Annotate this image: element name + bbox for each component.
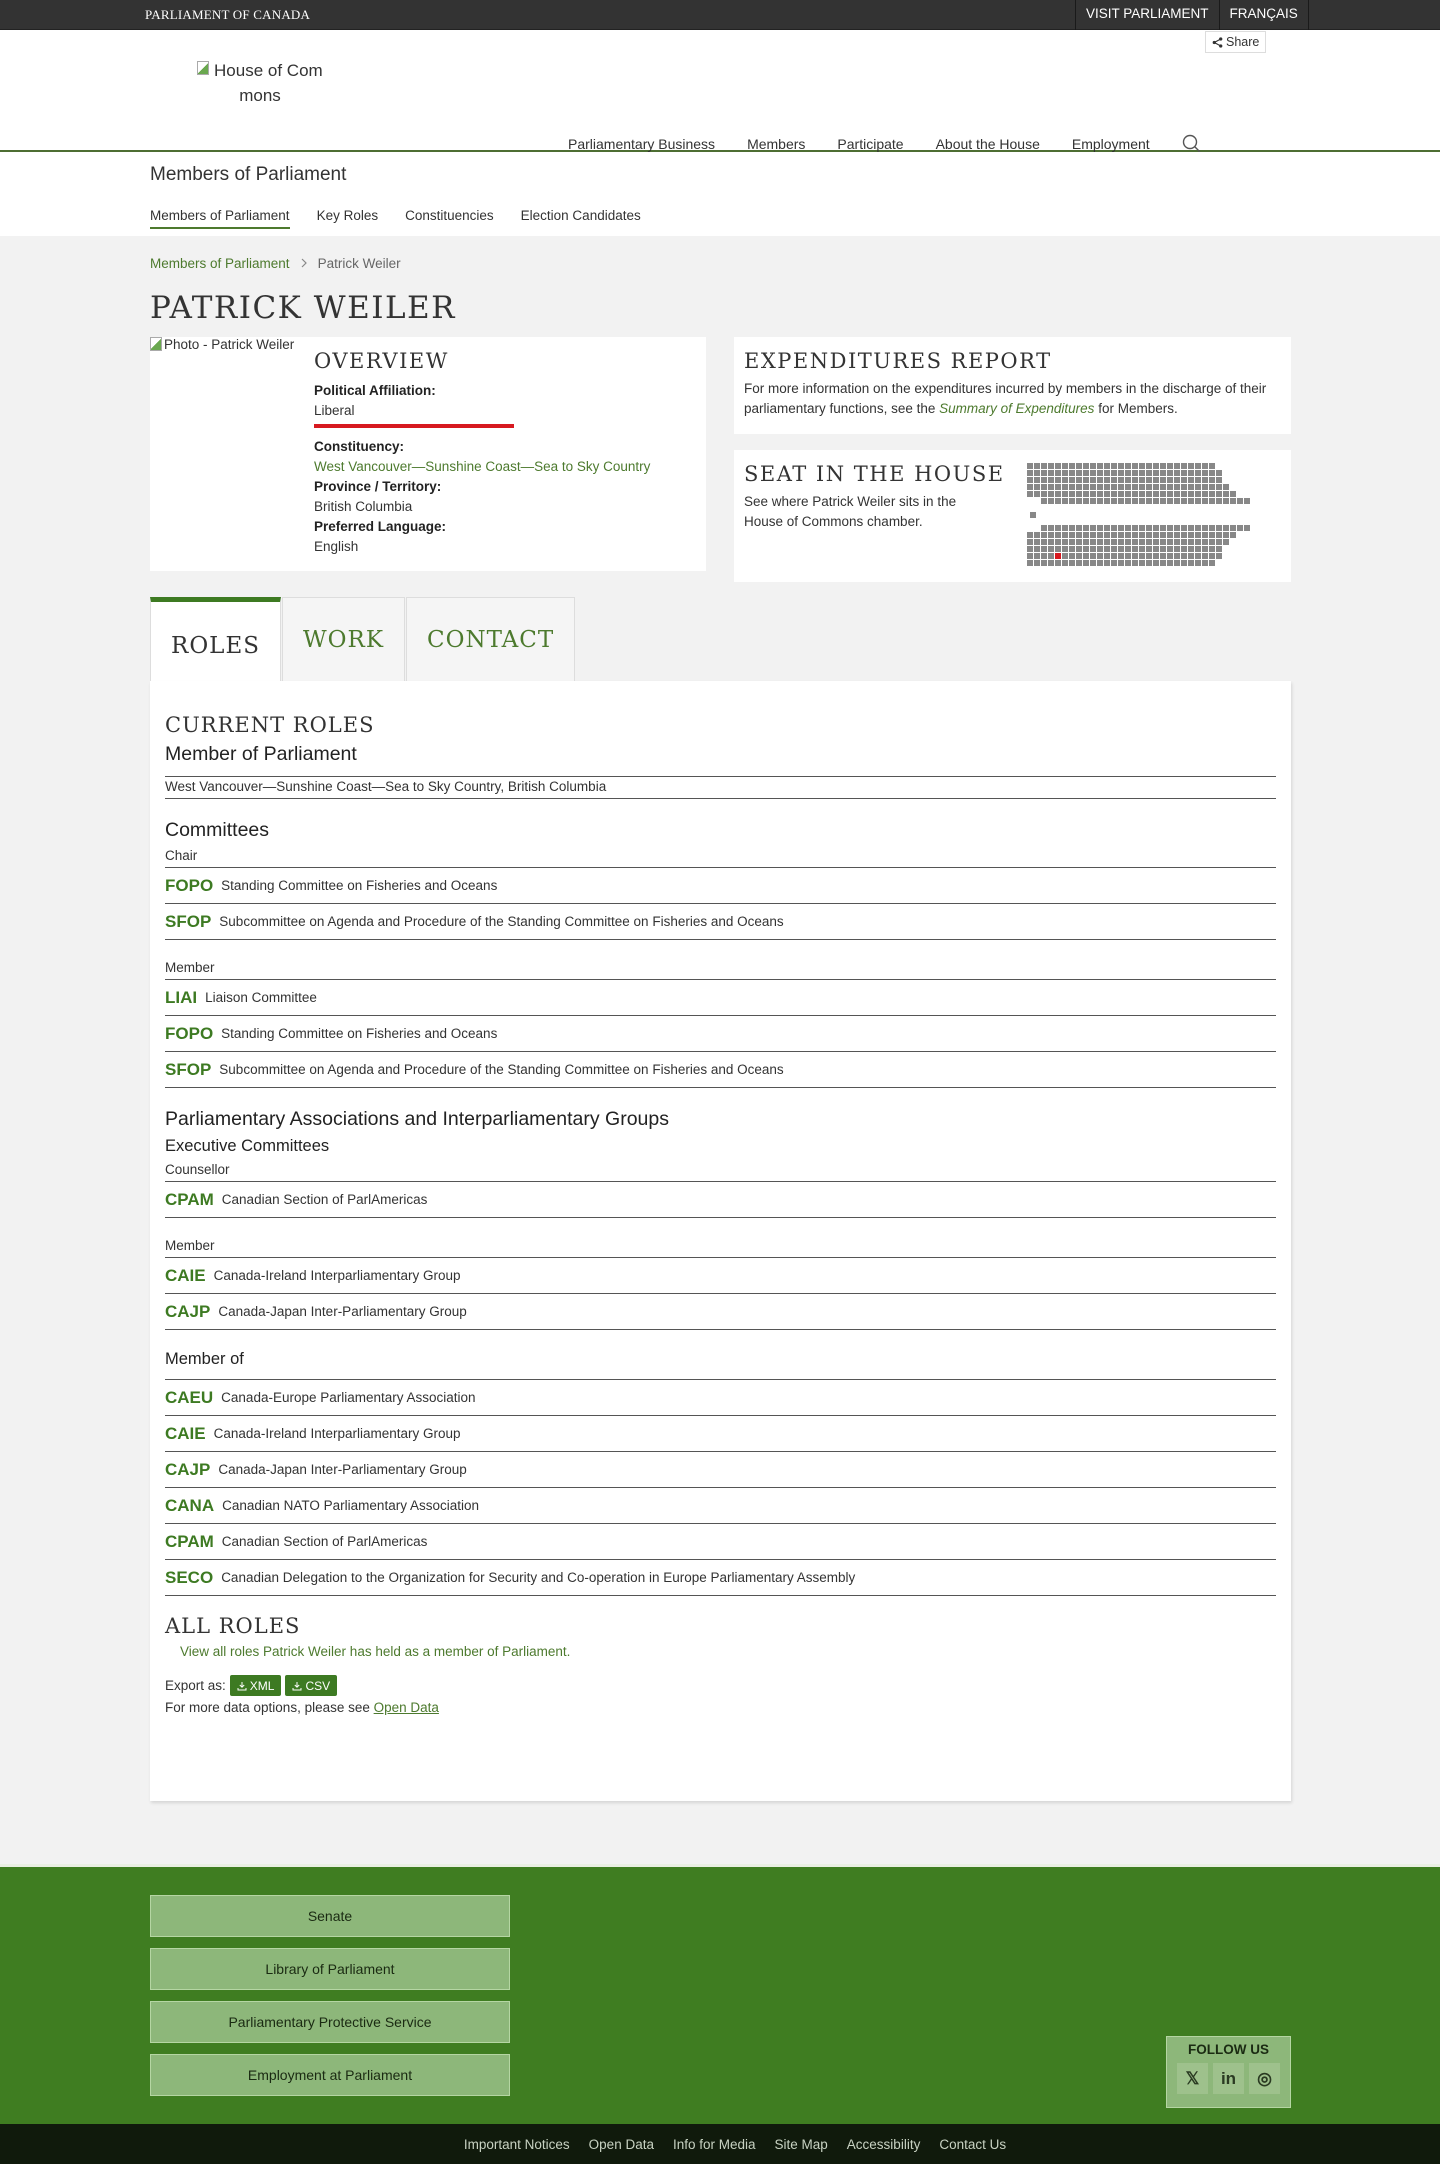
follow-us-box xyxy=(1166,2036,1291,2108)
province-label: Province / Territory: xyxy=(314,479,442,494)
list-item[interactable] xyxy=(165,1380,1276,1416)
nav-parliamentary-business[interactable]: Parliamentary Business xyxy=(568,136,716,152)
export-label: Export as: xyxy=(165,1678,226,1693)
committee-code[interactable]: SFOP xyxy=(165,1059,212,1079)
site-footer xyxy=(0,1864,1440,2124)
link-accessibility[interactable]: Accessibility xyxy=(846,2136,921,2152)
overview-section xyxy=(314,349,650,557)
seat-text: See where Patrick Weiler sits in the House of Commons chamber. xyxy=(744,494,957,529)
party-color-bar xyxy=(314,424,514,428)
list-item[interactable] xyxy=(165,904,1276,940)
list-item[interactable] xyxy=(165,1524,1276,1560)
association-name: Canadian NATO Parliamentary Association xyxy=(222,1498,479,1513)
footer-link-protective-service[interactable]: Parliamentary Protective Service xyxy=(150,2001,510,2043)
list-item[interactable] xyxy=(165,1016,1276,1052)
list-item[interactable] xyxy=(165,1560,1276,1596)
download-icon xyxy=(237,1681,247,1691)
overview-card xyxy=(150,337,706,571)
export-csv-label: CSV xyxy=(305,1678,331,1693)
committee-list-member xyxy=(165,979,1276,1088)
list-item[interactable] xyxy=(165,980,1276,1016)
list-item[interactable] xyxy=(165,1294,1276,1330)
committee-name: Subcommittee on Agenda and Procedure of the Standing Committee on Fisheries and Oceans xyxy=(219,914,784,929)
tab-work[interactable]: WORK xyxy=(282,597,405,681)
associations-heading: Parliamentary Associations and Interparliamentary Groups xyxy=(165,1108,669,1130)
follow-us-label: FOLLOW US xyxy=(1188,2042,1269,2057)
affiliation-label: Political Affiliation: xyxy=(314,383,436,398)
photo-alt-text: Photo - Patrick Weiler xyxy=(164,337,295,352)
x-icon[interactable]: 𝕏 xyxy=(1177,2063,1208,2094)
export-xml-label: XML xyxy=(249,1678,275,1693)
tab-contact[interactable]: CONTACT xyxy=(406,597,575,681)
committees-heading: Committees xyxy=(165,819,270,841)
tab-key-roles[interactable]: Key Roles xyxy=(316,208,379,223)
share-button[interactable] xyxy=(1205,31,1266,53)
logo-alt-text: House of Com xyxy=(214,61,323,80)
list-item[interactable] xyxy=(165,1182,1276,1218)
association-name: Canada-Japan Inter-Parliamentary Group xyxy=(218,1462,467,1477)
list-item[interactable] xyxy=(165,1052,1276,1088)
association-code[interactable]: CAEU xyxy=(165,1387,214,1407)
view-all-roles-link[interactable]: View all roles Patrick Weiler has held as a member of Parliament. xyxy=(180,1644,571,1659)
association-name: Canada-Europe Parliamentary Association xyxy=(221,1390,476,1405)
mp-constituency-line: West Vancouver—Sunshine Coast—Sea to Sky Country, British Columbia xyxy=(165,776,1276,799)
association-name: Canadian Delegation to the Organization for Security and Co-operation in Europe Parliamentary Assembly xyxy=(221,1570,856,1585)
footer-link-library[interactable]: Library of Parliament xyxy=(150,1948,510,1990)
constituency-link[interactable]: West Vancouver—Sunshine Coast—Sea to Sky Country xyxy=(314,459,651,474)
bottom-bar xyxy=(0,2124,1440,2164)
house-of-commons-logo[interactable] xyxy=(180,58,340,108)
expenditures-text xyxy=(744,379,1281,419)
current-roles-heading: CURRENT ROLES xyxy=(165,713,375,737)
association-code[interactable]: CAJP xyxy=(165,1459,211,1479)
list-item[interactable] xyxy=(165,1416,1276,1452)
association-code[interactable]: CAIE xyxy=(165,1423,206,1443)
main-content xyxy=(0,236,1440,1864)
committee-group-label: Member xyxy=(165,960,215,975)
affiliation-value: Liberal xyxy=(314,403,355,418)
expenditures-text-after: for Members. xyxy=(1094,401,1178,416)
language-value: English xyxy=(314,539,359,554)
exec-group-label: Member xyxy=(165,1238,215,1253)
link-important-notices[interactable]: Important Notices xyxy=(463,2136,570,2152)
association-name: Canada-Ireland Interparliamentary Group xyxy=(213,1426,461,1441)
seat-heading: SEAT IN THE HOUSE xyxy=(744,462,1005,486)
committee-code[interactable]: FOPO xyxy=(165,1023,214,1043)
association-code[interactable]: CAJP xyxy=(165,1301,211,1321)
section-nav xyxy=(0,152,1440,236)
member-of-list xyxy=(165,1379,1276,1596)
parliament-brand: PARLIAMENT OF CANADA xyxy=(145,7,311,22)
main-nav xyxy=(568,134,1202,154)
tab-constituencies[interactable]: Constituencies xyxy=(405,208,494,223)
link-site-map[interactable]: Site Map xyxy=(774,2136,828,2152)
association-name: Canada-Japan Inter-Parliamentary Group xyxy=(218,1304,467,1319)
expenditures-card xyxy=(734,337,1291,434)
broken-image-icon xyxy=(197,61,209,75)
expenditures-heading: EXPENDITURES REPORT xyxy=(744,349,1052,373)
list-item[interactable] xyxy=(165,1258,1276,1294)
breadcrumb-current: Patrick Weiler xyxy=(317,256,401,271)
association-code[interactable]: SECO xyxy=(165,1567,214,1587)
association-name: Canadian Section of ParlAmericas xyxy=(221,1192,428,1207)
breadcrumb xyxy=(150,256,401,271)
visit-parliament-link[interactable]: VISIT PARLIAMENT xyxy=(1075,0,1219,30)
open-data-note xyxy=(165,1700,1276,1715)
nav-members[interactable]: Members xyxy=(747,136,806,152)
link-info-for-media[interactable]: Info for Media xyxy=(672,2136,756,2152)
profile-tabs xyxy=(150,597,576,681)
list-item[interactable] xyxy=(165,1488,1276,1524)
association-name: Canadian Section of ParlAmericas xyxy=(221,1534,428,1549)
committee-list-chair xyxy=(165,867,1276,940)
share-icon xyxy=(1212,37,1223,48)
top-bar xyxy=(0,0,1440,30)
tab-roles[interactable]: ROLES xyxy=(150,597,281,681)
exec-group-label: Counsellor xyxy=(165,1162,230,1177)
share-label: Share xyxy=(1226,35,1260,49)
exec-list-member xyxy=(165,1257,1276,1330)
instagram-icon[interactable]: ◎ xyxy=(1249,2063,1280,2094)
open-data-text: For more data options, please see xyxy=(165,1700,374,1715)
link-open-data[interactable]: Open Data xyxy=(588,2136,654,2152)
tab-election-candidates[interactable]: Election Candidates xyxy=(520,208,641,223)
committee-name: Standing Committee on Fisheries and Oceans xyxy=(221,878,498,893)
province-value: British Columbia xyxy=(314,499,413,514)
language-label: Preferred Language: xyxy=(314,519,447,534)
executive-committees-heading: Executive Committees xyxy=(165,1137,330,1155)
tab-members-of-parliament[interactable]: Members of Parliament xyxy=(150,208,290,229)
expenditures-text-before: For more information on the expenditures incurred by members in the discharge of their parliamentary functions, see the xyxy=(744,381,1267,416)
export-csv-button[interactable] xyxy=(285,1675,337,1696)
list-item[interactable] xyxy=(165,1452,1276,1488)
association-code[interactable]: CPAM xyxy=(165,1531,214,1551)
nav-participate[interactable]: Participate xyxy=(837,136,904,152)
link-contact-us[interactable]: Contact Us xyxy=(939,2136,1007,2152)
committee-code[interactable]: SFOP xyxy=(165,911,212,931)
open-data-link[interactable]: Open Data xyxy=(373,1700,439,1715)
section-tabs xyxy=(150,208,641,229)
export-row xyxy=(165,1675,1276,1696)
nav-about-the-house[interactable]: About the House xyxy=(935,136,1040,152)
exec-list-counsellor xyxy=(165,1181,1276,1218)
committee-code[interactable]: FOPO xyxy=(165,875,214,895)
footer-link-employment[interactable]: Employment at Parliament xyxy=(150,2054,510,2096)
broken-image-icon xyxy=(150,337,162,351)
chevron-right-icon xyxy=(300,257,308,271)
language-toggle-link[interactable]: FRANÇAIS xyxy=(1219,0,1309,30)
export-xml-button[interactable] xyxy=(230,1675,282,1696)
breadcrumb-members-link[interactable]: Members of Parliament xyxy=(150,256,290,271)
constituency-label: Constituency: xyxy=(314,439,405,454)
list-item[interactable] xyxy=(165,868,1276,904)
committee-name: Liaison Committee xyxy=(205,990,317,1005)
logo-alt-text-2: mons xyxy=(239,86,281,105)
member-photo xyxy=(150,337,294,352)
committee-name: Standing Committee on Fisheries and Oceans xyxy=(221,1026,498,1041)
association-name: Canada-Ireland Interparliamentary Group xyxy=(213,1268,461,1283)
section-title: Members of Parliament xyxy=(150,164,347,185)
committee-name: Subcommittee on Agenda and Procedure of the Standing Committee on Fisheries and Oceans xyxy=(219,1062,784,1077)
mp-role-heading: Member of Parliament xyxy=(165,743,357,765)
all-roles-heading: ALL ROLES xyxy=(165,1614,301,1638)
member-of-heading: Member of xyxy=(165,1350,244,1368)
linkedin-icon[interactable]: in xyxy=(1213,2063,1244,2094)
committee-group-label: Chair xyxy=(165,848,198,863)
nav-employment[interactable]: Employment xyxy=(1071,136,1150,152)
seating-chart[interactable] xyxy=(1027,463,1267,573)
committee-code[interactable]: LIAI xyxy=(165,987,198,1007)
page-title: PATRICK WEILER xyxy=(150,290,456,326)
seat-card xyxy=(734,450,1291,582)
roles-panel xyxy=(150,681,1291,1801)
overview-heading: OVERVIEW xyxy=(314,349,449,373)
footer-link-senate[interactable]: Senate xyxy=(150,1895,510,1937)
association-code[interactable]: CANA xyxy=(165,1495,215,1515)
search-icon[interactable] xyxy=(1182,134,1202,154)
association-code[interactable]: CPAM xyxy=(165,1189,214,1209)
social-links xyxy=(1167,2063,1290,2094)
association-code[interactable]: CAIE xyxy=(165,1265,206,1285)
download-icon xyxy=(292,1681,302,1691)
summary-of-expenditures-link[interactable]: Summary of Expenditures xyxy=(939,401,1095,416)
site-header xyxy=(0,30,1440,152)
footer-links xyxy=(150,1895,510,2096)
top-links xyxy=(1075,0,1309,30)
